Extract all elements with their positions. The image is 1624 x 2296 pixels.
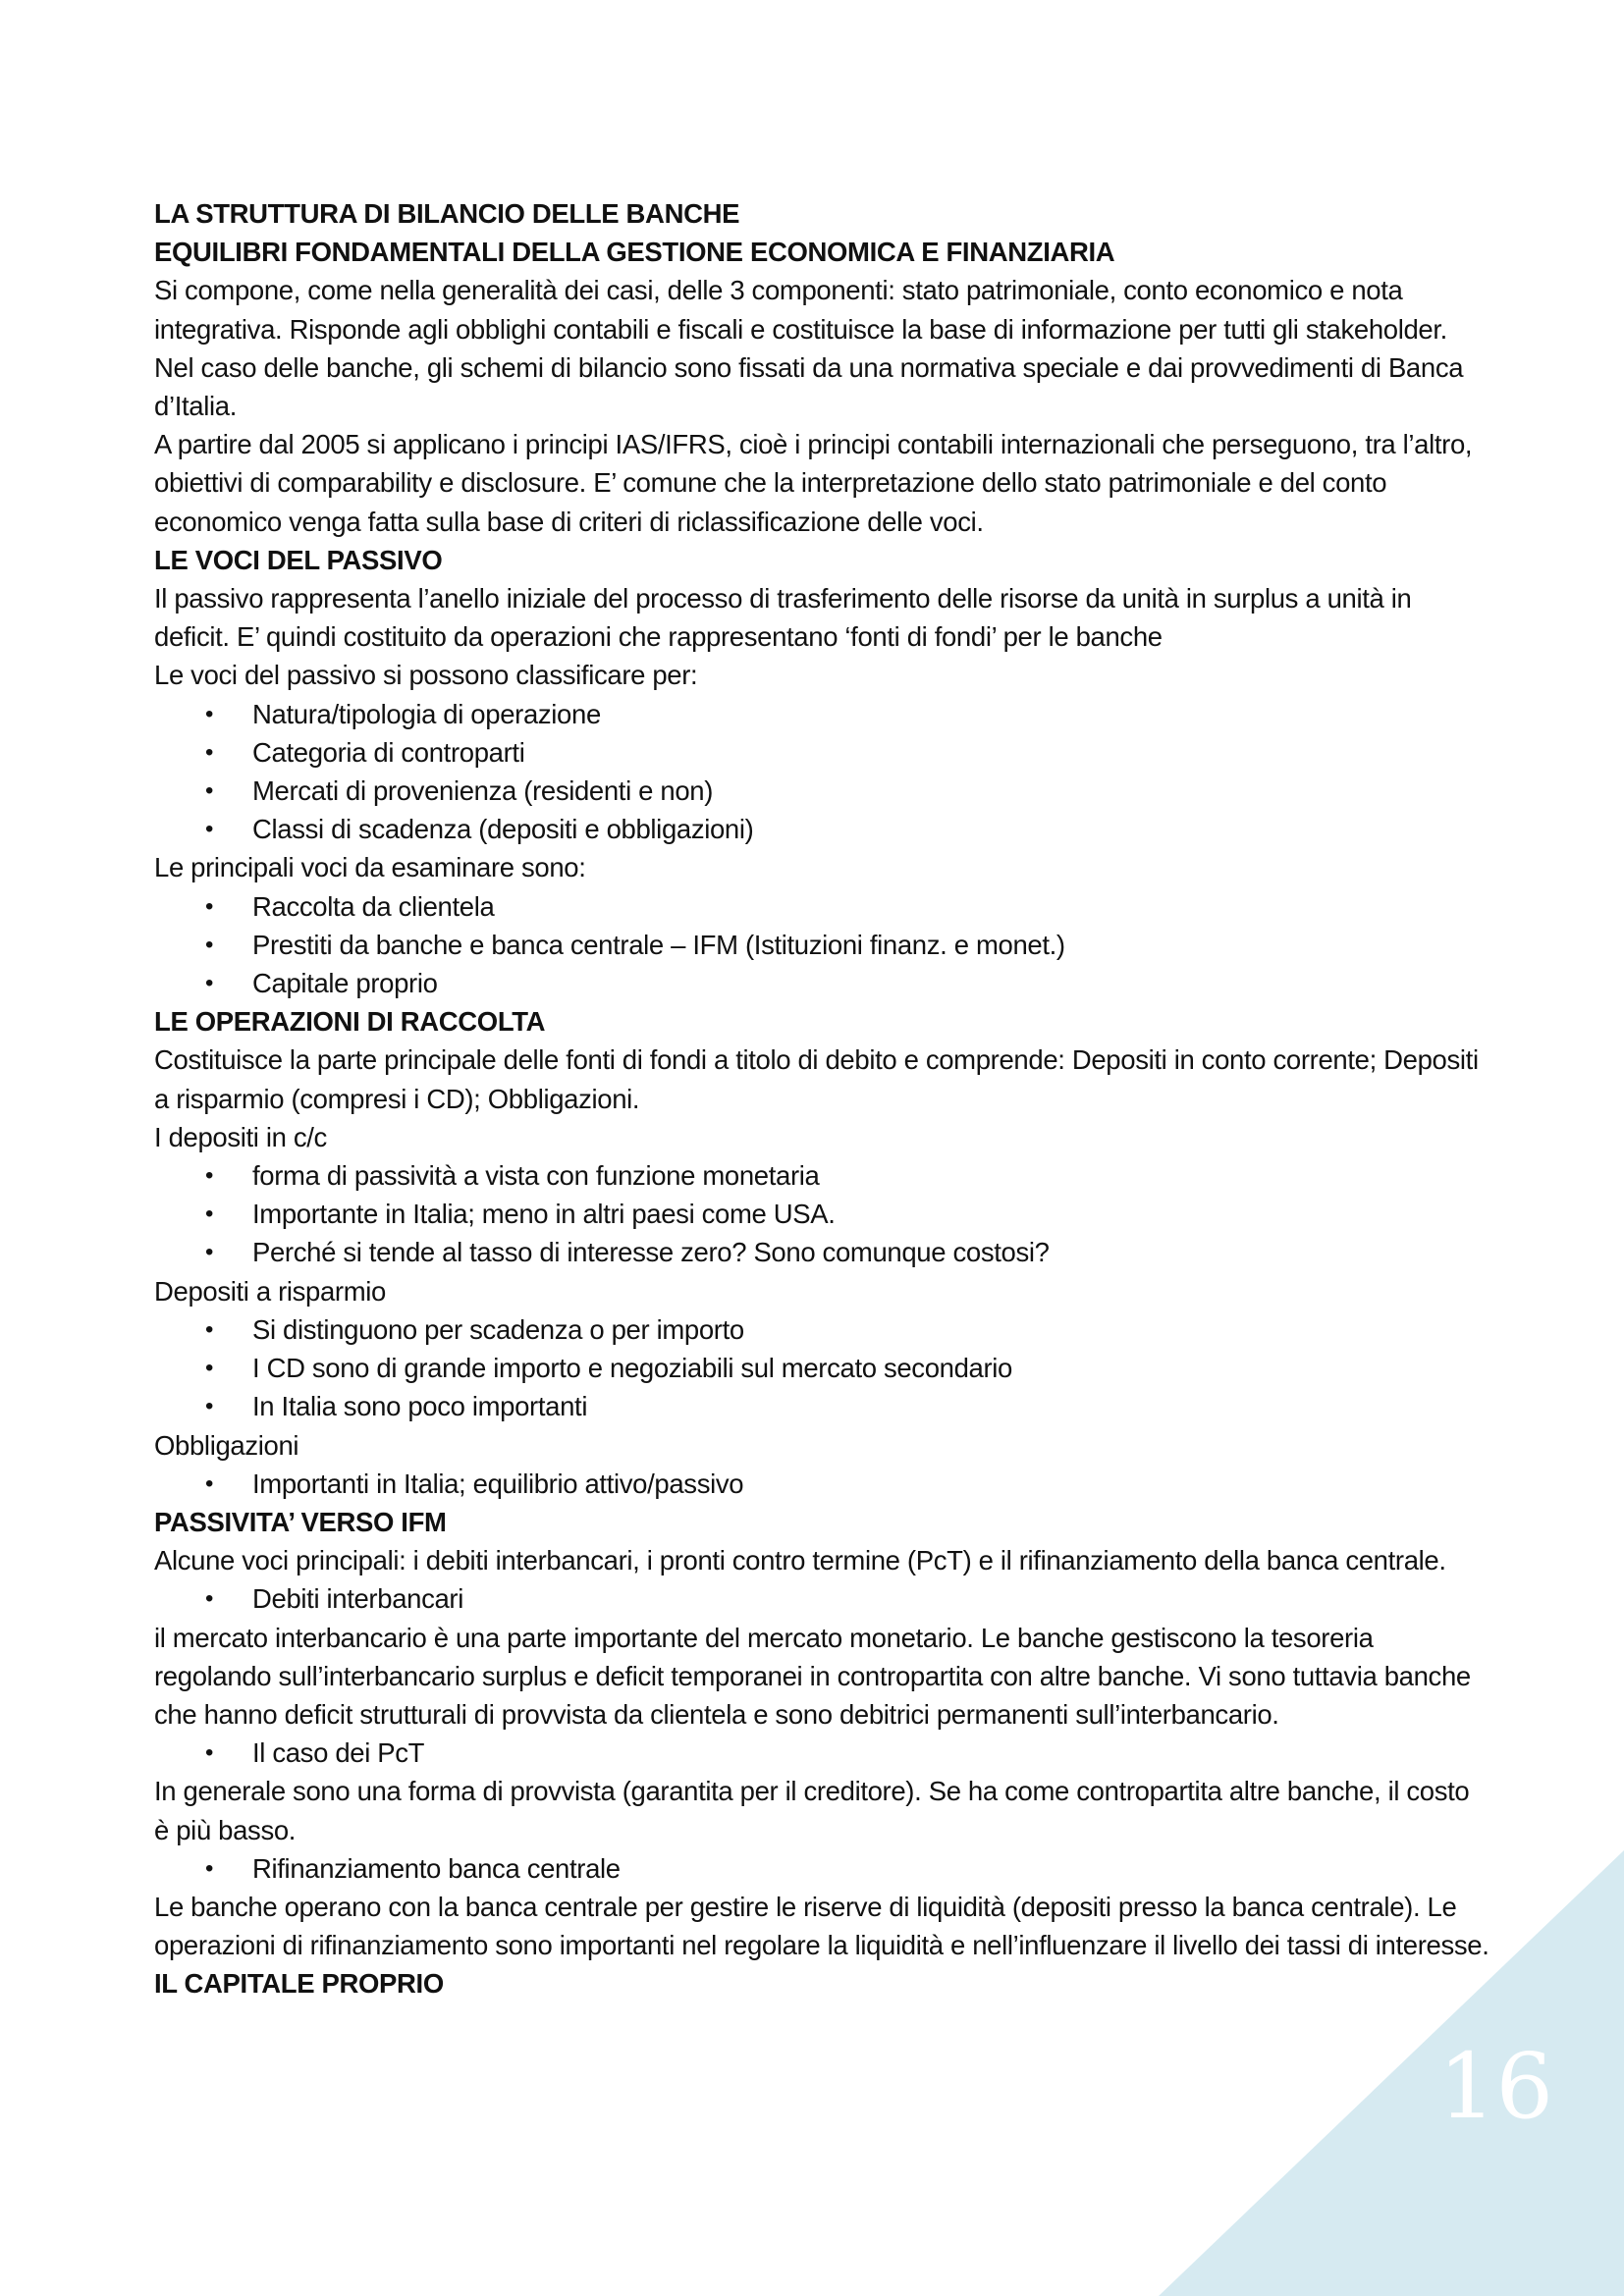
list-item-text: Raccolta da clientela <box>252 890 495 922</box>
list-item-text: I CD sono di grande importo e negoziabili sul mercato secondario <box>252 1353 1012 1384</box>
bullet-list <box>154 1579 1489 1618</box>
list-item-text: Prestiti da banche e banca centrale – IFM (Istituzioni finanz. e monet.) <box>252 929 1065 960</box>
list-item-text: Si distinguono per scadenza o per importo <box>252 1313 744 1345</box>
bullet-icon: • <box>205 1162 214 1190</box>
list-item <box>154 1349 1489 1387</box>
list-item-text: Perché si tende al tasso di interesse zero? Sono comunque costosi? <box>252 1237 1050 1268</box>
section-heading: LE VOCI DEL PASSIVO <box>154 544 443 575</box>
bullet-icon: • <box>205 1315 214 1343</box>
bullet-list <box>154 695 1489 849</box>
bullet-icon: • <box>205 777 214 805</box>
bullet-list <box>154 887 1489 1003</box>
paragraph: Le banche operano con la banca centrale per gestire le riserve di liquidità (depositi presso la banca centrale). Le operazioni di rifinanziamento sono importanti nel regolare la liquidità e nell’influenzare il livello dei tassi di interesse. <box>154 1891 1489 1961</box>
list-item-text: In Italia sono poco importanti <box>252 1391 588 1422</box>
list-item <box>154 1387 1489 1425</box>
list-item <box>154 1734 1489 1772</box>
paragraph: Costituisce la parte principale delle fonti di fondi a titolo di debito e comprende: Depositi in conto corrente; Depositi a risparmio (compresi i CD); Obbligazioni. <box>154 1044 1479 1114</box>
bullet-icon: • <box>205 1201 214 1228</box>
list-item-text: Mercati di provenienza (residenti e non) <box>252 775 714 807</box>
list-item <box>154 1310 1489 1349</box>
list-item <box>154 810 1489 848</box>
list-item <box>154 1579 1489 1618</box>
section-heading: PASSIVITA’ VERSO IFM <box>154 1506 447 1537</box>
paragraph: A partire dal 2005 si applicano i principi IAS/IFRS, cioè i principi contabili internazionali che perseguono, tra l’altro, obiettivi di comparability e disclosure. E’ comune che la interpretazione dello stato patrimoniale e del conto economico venga fatta sulla base di criteri di riclassificazione delle voci. <box>154 429 1473 537</box>
paragraph: Depositi a risparmio <box>154 1275 387 1307</box>
bullet-list <box>154 1465 1489 1503</box>
list-item <box>154 1195 1489 1233</box>
list-item-text: forma di passività a vista con funzione monetaria <box>252 1160 820 1192</box>
document-body <box>154 194 1489 2003</box>
bullet-icon: • <box>205 1854 214 1882</box>
list-item-text: Rifinanziamento banca centrale <box>252 1852 621 1884</box>
bullet-list <box>154 1734 1489 1772</box>
section-heading: LA STRUTTURA DI BILANCIO DELLE BANCHE <box>154 198 740 229</box>
paragraph: Alcune voci principali: i debiti interbancari, i pronti contro termine (PcT) e il rifinanziamento della banca centrale. <box>154 1545 1446 1576</box>
paragraph: I depositi in c/c <box>154 1121 327 1152</box>
bullet-list <box>154 1849 1489 1888</box>
bullet-list <box>154 1310 1489 1426</box>
section-heading: EQUILIBRI FONDAMENTALI DELLA GESTIONE ECONOMICA E FINANZIARIA <box>154 237 1115 268</box>
list-item-text: Importante in Italia; meno in altri paesi come USA. <box>252 1199 836 1230</box>
list-item-text: Importanti in Italia; equilibrio attivo/passivo <box>252 1468 744 1499</box>
list-item <box>154 887 1489 926</box>
bullet-icon: • <box>205 931 214 958</box>
list-item <box>154 1156 1489 1195</box>
bullet-icon: • <box>205 1393 214 1420</box>
paragraph: Si compone, come nella generalità dei casi, delle 3 componenti: stato patrimoniale, conto economico e nota integrativa. Risponde agli obblighi contabili e fiscali e costituisce la base di informazione per tutti gli stakeholder. Nel caso delle banche, gli schemi di bilancio sono fissati da una normativa speciale e dai provvedimenti di Banca d’Italia. <box>154 275 1464 422</box>
list-item <box>154 1465 1489 1503</box>
bullet-icon: • <box>205 1739 214 1767</box>
list-item-text: Debiti interbancari <box>252 1583 463 1615</box>
paragraph: il mercato interbancario è una parte importante del mercato monetario. Le banche gestiscono la tesoreria regolando sull’interbancario surplus e deficit temporanei in contropartita con altre banche. Vi sono tuttavia banche che hanno deficit strutturali di provvista da clientela e sono debitrici permanenti sull’interbancario. <box>154 1622 1471 1730</box>
bullet-icon: • <box>205 1585 214 1613</box>
list-item <box>154 926 1489 964</box>
list-item-text: Classi di scadenza (depositi e obbligazioni) <box>252 814 754 845</box>
paragraph: Le principali voci da esaminare sono: <box>154 852 586 883</box>
bullet-icon: • <box>205 700 214 727</box>
list-item <box>154 1849 1489 1888</box>
bullet-icon: • <box>205 1355 214 1382</box>
list-item-text: Capitale proprio <box>252 968 438 999</box>
bullet-icon: • <box>205 738 214 766</box>
paragraph: In generale sono una forma di provvista (garantita per il creditore). Se ha come contropartita altre banche, il costo è più basso. <box>154 1776 1470 1845</box>
list-item <box>154 733 1489 772</box>
list-item-text: Natura/tipologia di operazione <box>252 698 601 729</box>
paragraph: Obbligazioni <box>154 1429 299 1461</box>
section-heading: IL CAPITALE PROPRIO <box>154 1968 444 2000</box>
list-item <box>154 695 1489 733</box>
bullet-icon: • <box>205 892 214 920</box>
list-item-text: Categoria di controparti <box>252 736 525 768</box>
bullet-icon: • <box>205 1469 214 1497</box>
paragraph: Il passivo rappresenta l’anello iniziale del processo di trasferimento delle risorse da unità in surplus a unità in deficit. E’ quindi costituito da operazioni che rappresentano ‘fonti di fondi’ per le banche <box>154 583 1412 653</box>
bullet-icon: • <box>205 970 214 997</box>
section-heading: LE OPERAZIONI DI RACCOLTA <box>154 1006 546 1038</box>
list-item-text: Il caso dei PcT <box>252 1737 425 1769</box>
list-item <box>154 964 1489 1002</box>
list-item <box>154 1233 1489 1271</box>
bullet-icon: • <box>205 1239 214 1266</box>
list-item <box>154 772 1489 810</box>
bullet-list <box>154 1156 1489 1272</box>
paragraph: Le voci del passivo si possono classificare per: <box>154 660 698 691</box>
bullet-icon: • <box>205 816 214 843</box>
page-number: 16 <box>1438 2034 1554 2139</box>
